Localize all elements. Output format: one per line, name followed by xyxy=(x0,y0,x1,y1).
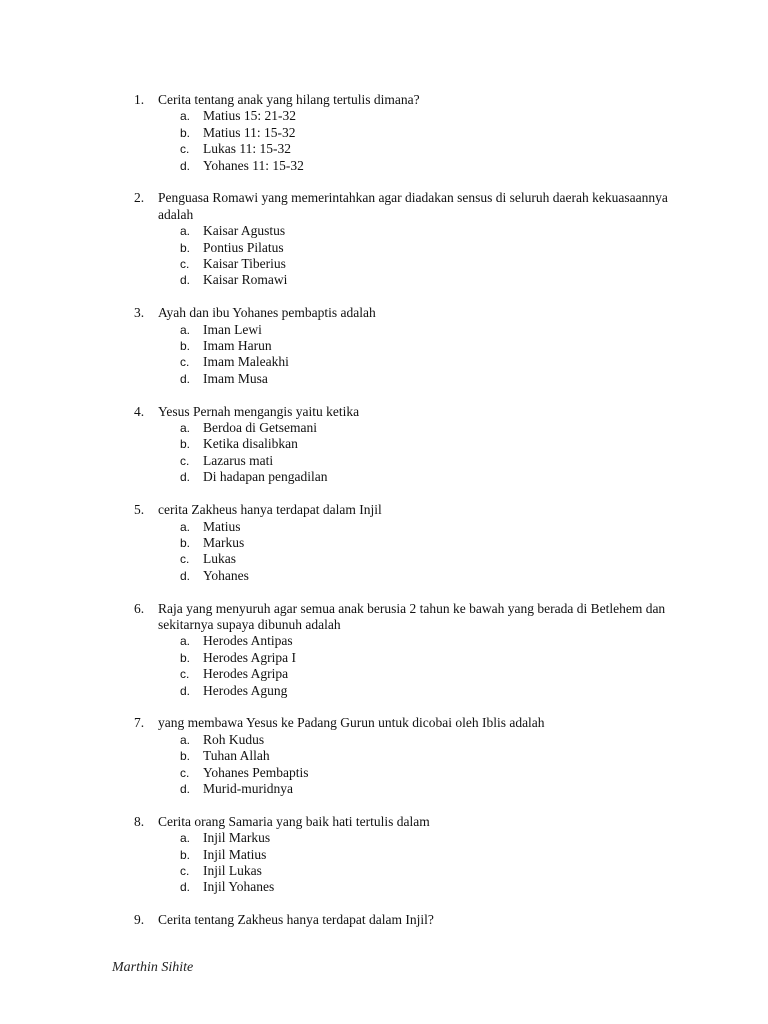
answer-options xyxy=(134,322,674,388)
option-text: Injil Lukas xyxy=(203,862,262,878)
answer-option xyxy=(134,436,674,452)
option-text: Injil Yohanes xyxy=(203,879,275,895)
option-letter: b. xyxy=(180,535,191,550)
answer-option xyxy=(134,141,674,157)
question-item xyxy=(134,912,674,928)
answer-option xyxy=(134,125,674,141)
answer-option xyxy=(134,748,674,764)
option-text: Matius 11: 15-32 xyxy=(203,124,296,140)
question-item xyxy=(134,92,674,174)
answer-option xyxy=(134,650,674,666)
option-text: Lazarus mati xyxy=(203,452,274,468)
option-letter: b. xyxy=(180,125,191,140)
answer-option xyxy=(134,830,674,846)
answer-option xyxy=(134,568,674,584)
option-letter: b. xyxy=(180,847,191,862)
option-letter: d. xyxy=(180,683,191,698)
answer-options xyxy=(134,223,674,289)
option-text: Ketika disalibkan xyxy=(203,436,298,452)
option-text: Imam Harun xyxy=(203,338,272,354)
answer-option xyxy=(134,666,674,682)
question-number: 6. xyxy=(134,600,145,616)
question-item xyxy=(134,715,674,797)
question-number: 2. xyxy=(134,190,145,206)
question-item xyxy=(134,404,674,486)
option-text: Matius 15: 21-32 xyxy=(203,108,296,124)
option-text: Imam Maleakhi xyxy=(203,354,289,370)
option-text: Markus xyxy=(203,534,245,550)
option-letter: a. xyxy=(180,831,191,846)
option-letter: d. xyxy=(180,470,191,485)
answer-option xyxy=(134,551,674,567)
option-text: Kaisar Romawi xyxy=(203,272,288,288)
answer-options xyxy=(134,830,674,896)
option-letter: c. xyxy=(180,453,190,468)
answer-option xyxy=(134,322,674,338)
answer-option xyxy=(134,519,674,535)
option-letter: b. xyxy=(180,650,191,665)
answer-option xyxy=(134,847,674,863)
option-letter: c. xyxy=(180,142,190,157)
option-text: Herodes Antipas xyxy=(203,633,293,649)
answer-options xyxy=(134,420,674,486)
option-letter: b. xyxy=(180,437,191,452)
option-text: Yohanes xyxy=(203,567,249,583)
answer-options xyxy=(134,732,674,798)
answer-option xyxy=(134,535,674,551)
option-text: Lukas 11: 15-32 xyxy=(203,141,291,157)
option-letter: d. xyxy=(180,781,191,796)
answer-option xyxy=(134,354,674,370)
option-text: Kaisar Tiberius xyxy=(203,256,286,272)
question-text: Cerita tentang Zakheus hanya terdapat dalam Injil? xyxy=(158,912,434,928)
option-text: Injil Matius xyxy=(203,846,267,862)
answer-options xyxy=(134,633,674,699)
option-letter: d. xyxy=(180,371,191,386)
option-letter: b. xyxy=(180,240,191,255)
option-letter: a. xyxy=(180,224,191,239)
option-text: Matius xyxy=(203,518,241,534)
question-number: 7. xyxy=(134,715,145,731)
answer-option xyxy=(134,633,674,649)
option-text: Murid-muridnya xyxy=(203,780,293,796)
answer-option xyxy=(134,453,674,469)
question-number: 8. xyxy=(134,813,145,829)
question-text: Raja yang menyuruh agar semua anak berusia 2 tahun ke bawah yang berada di Betlehem dan sekitarnya supaya dibunuh adalah xyxy=(158,600,666,632)
answer-option xyxy=(134,338,674,354)
question-line xyxy=(134,404,674,420)
question-text: cerita Zakheus hanya terdapat dalam Injil xyxy=(158,502,382,518)
answer-option xyxy=(134,108,674,124)
option-letter: a. xyxy=(180,519,191,534)
question-number: 3. xyxy=(134,305,145,321)
option-text: Yohanes 11: 15-32 xyxy=(203,157,304,173)
question-line xyxy=(134,715,674,731)
question-line xyxy=(134,190,674,223)
question-line xyxy=(134,814,674,830)
answer-option xyxy=(134,863,674,879)
answer-option xyxy=(134,256,674,272)
answer-option xyxy=(134,223,674,239)
answer-option xyxy=(134,158,674,174)
option-letter: c. xyxy=(180,355,190,370)
option-letter: a. xyxy=(180,421,191,436)
option-text: Pontius Pilatus xyxy=(203,239,284,255)
option-letter: c. xyxy=(180,257,190,272)
option-text: Herodes Agripa xyxy=(203,666,289,682)
question-item xyxy=(134,190,674,288)
option-text: Roh Kudus xyxy=(203,731,265,747)
answer-option xyxy=(134,469,674,485)
option-letter: c. xyxy=(180,863,190,878)
answer-option xyxy=(134,371,674,387)
option-text: Herodes Agripa I xyxy=(203,649,296,665)
answer-option xyxy=(134,240,674,256)
question-text: Cerita orang Samaria yang baik hati tertulis dalam xyxy=(158,813,430,829)
question-text: Yesus Pernah mengangis yaitu ketika xyxy=(158,403,360,419)
option-letter: b. xyxy=(180,749,191,764)
question-line xyxy=(134,92,674,108)
question-line xyxy=(134,502,674,518)
answer-option xyxy=(134,879,674,895)
option-letter: c. xyxy=(180,765,190,780)
answer-option xyxy=(134,781,674,797)
option-text: Injil Markus xyxy=(203,830,271,846)
option-letter: a. xyxy=(180,109,191,124)
option-letter: a. xyxy=(180,634,191,649)
question-item xyxy=(134,305,674,387)
question-number: 4. xyxy=(134,403,145,419)
question-number: 1. xyxy=(134,92,145,107)
answer-option xyxy=(134,683,674,699)
option-text: Yohanes Pembaptis xyxy=(203,764,309,780)
question-item xyxy=(134,814,674,896)
option-text: Lukas xyxy=(203,551,236,567)
option-text: Iman Lewi xyxy=(203,321,262,337)
answer-options xyxy=(134,519,674,585)
option-letter: d. xyxy=(180,568,191,583)
option-text: Berdoa di Getsemani xyxy=(203,420,317,436)
option-letter: a. xyxy=(180,732,191,747)
option-letter: d. xyxy=(180,158,191,173)
option-letter: c. xyxy=(180,552,190,567)
question-line xyxy=(134,912,674,928)
question-text: Ayah dan ibu Yohanes pembaptis adalah xyxy=(158,305,376,321)
question-number: 5. xyxy=(134,502,145,518)
answer-option xyxy=(134,272,674,288)
footer-author: Marthin Sihite xyxy=(112,960,194,975)
option-text: Di hadapan pengadilan xyxy=(203,469,328,485)
question-line xyxy=(134,601,674,634)
question-text: Penguasa Romawi yang memerintahkan agar diadakan sensus di seluruh daerah kekuasaannya adalah xyxy=(158,190,668,222)
answer-option xyxy=(134,765,674,781)
option-text: Kaisar Agustus xyxy=(203,223,286,239)
question-line xyxy=(134,305,674,321)
question-number: 9. xyxy=(134,912,145,928)
option-text: Imam Musa xyxy=(203,370,268,386)
option-letter: d. xyxy=(180,273,191,288)
answer-option xyxy=(134,732,674,748)
question-text: yang membawa Yesus ke Padang Gurun untuk dicobai oleh Iblis adalah xyxy=(158,715,545,731)
option-text: Tuhan Allah xyxy=(203,748,270,764)
option-letter: c. xyxy=(180,667,190,682)
option-letter: d. xyxy=(180,880,191,895)
option-text: Herodes Agung xyxy=(203,682,288,698)
option-letter: a. xyxy=(180,322,191,337)
question-list xyxy=(134,92,674,945)
option-letter: b. xyxy=(180,339,191,354)
answer-option xyxy=(134,420,674,436)
question-item xyxy=(134,601,674,699)
question-item xyxy=(134,502,674,584)
answer-options xyxy=(134,108,674,174)
question-text: Cerita tentang anak yang hilang tertulis dimana? xyxy=(158,92,420,107)
